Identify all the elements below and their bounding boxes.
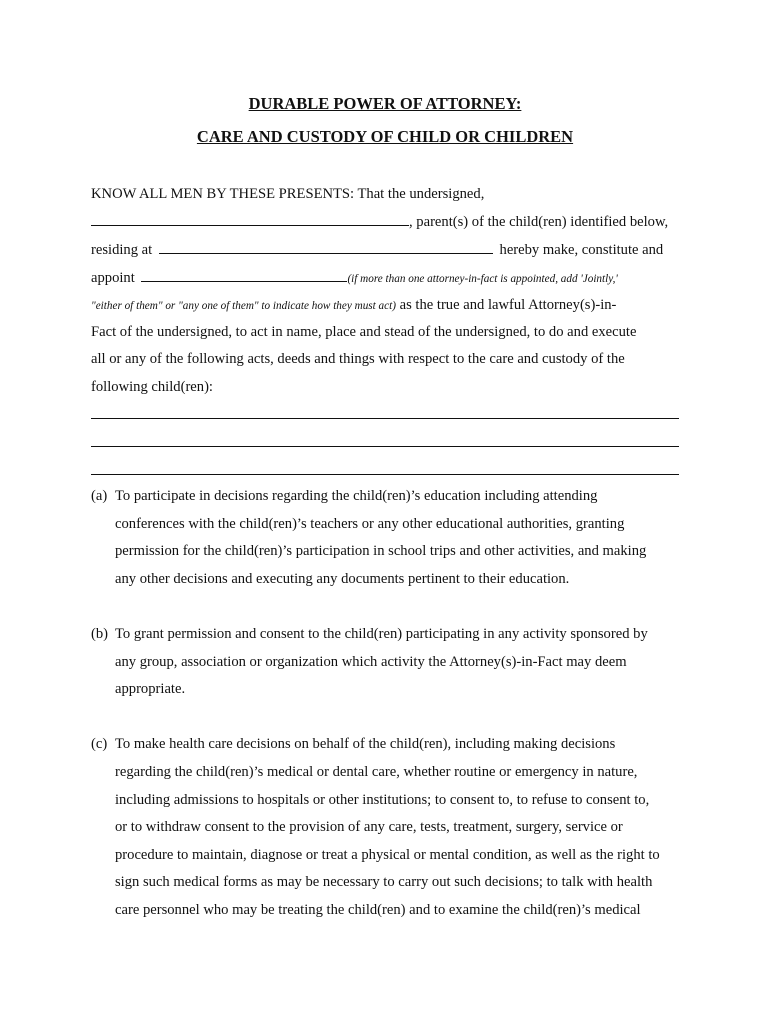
item-b-text: any group, association or organization which activity the Attorney(s)-in-Fact may deem (115, 654, 627, 670)
child-name-field-1[interactable] (91, 418, 679, 419)
item-c-text: sign such medical forms as may be necessary to carry out such decisions; to talk with health (115, 874, 653, 890)
appoint-label: appoint (91, 270, 135, 286)
residing-line-text: hereby make, constitute and (499, 242, 664, 258)
item-b-text: appropriate. (115, 681, 186, 697)
parent-line-text: , parent(s) of the child(ren) identified below, (409, 214, 669, 230)
either-line (91, 297, 616, 314)
appoint-line (91, 269, 618, 287)
document-subtitle: CARE AND CUSTODY OF CHILD OR CHILDREN (196, 127, 574, 146)
residing-label: residing at (91, 242, 153, 258)
either-line-text: as the true and lawful Attorney(s)-in- (399, 297, 617, 313)
child-name-field-2[interactable] (91, 446, 679, 447)
intro-line: KNOW ALL MEN BY THESE PRESENTS: That the undersigned, (91, 186, 485, 202)
parent-name-field[interactable] (91, 213, 409, 226)
item-b-label: (b) (91, 626, 109, 642)
item-c-text: care personnel who may be treating the child(ren) and to examine the child(ren)’s medical (115, 902, 641, 918)
child-name-field-3[interactable] (91, 474, 679, 475)
item-c-text: regarding the child(ren)’s medical or dental care, whether routine or emergency in nature, (115, 764, 638, 780)
children-label: following child(ren): (91, 379, 213, 395)
document-title: DURABLE POWER OF ATTORNEY: (248, 94, 522, 113)
item-a-text: conferences with the child(ren)’s teachers or any other educational authorities, granting (115, 516, 625, 532)
either-note: "either of them" or "any one of them" to indicate how they must act) (91, 300, 396, 312)
item-c-text: procedure to maintain, diagnose or treat a physical or mental condition, as well as the right to (115, 847, 660, 863)
item-a-line (91, 488, 597, 505)
residing-line (91, 241, 663, 259)
acts-line: all or any of the following acts, deeds and things with respect to the care and custody of the (91, 351, 625, 367)
item-c-text: To make health care decisions on behalf of the child(ren), including making decisions (115, 736, 616, 752)
item-a-text: any other decisions and executing any documents pertinent to their education. (115, 571, 570, 587)
item-c-text: including admissions to hospitals or other institutions; to consent to, to refuse to consent to, (115, 792, 650, 808)
item-b-line (91, 626, 648, 643)
item-b-text: To grant permission and consent to the child(ren) participating in any activity sponsored by (115, 626, 648, 642)
residing-address-field[interactable] (159, 241, 493, 254)
appoint-note: (if more than one attorney-in-fact is appointed, add 'Jointly,' (347, 273, 618, 285)
parent-line (91, 213, 668, 231)
fact-line: Fact of the undersigned, to act in name, place and stead of the undersigned, to do and execute (91, 324, 637, 340)
item-c-label: (c) (91, 736, 108, 752)
attorney-name-field[interactable] (141, 269, 347, 282)
item-a-label: (a) (91, 488, 108, 504)
item-a-text: To participate in decisions regarding the child(ren)’s education including attending (115, 488, 598, 504)
item-c-text: or to withdraw consent to the provision of any care, tests, treatment, surgery, service or (115, 819, 623, 835)
item-a-text: permission for the child(ren)’s participation in school trips and other activities, and making (115, 543, 647, 559)
item-c-line (91, 736, 615, 753)
